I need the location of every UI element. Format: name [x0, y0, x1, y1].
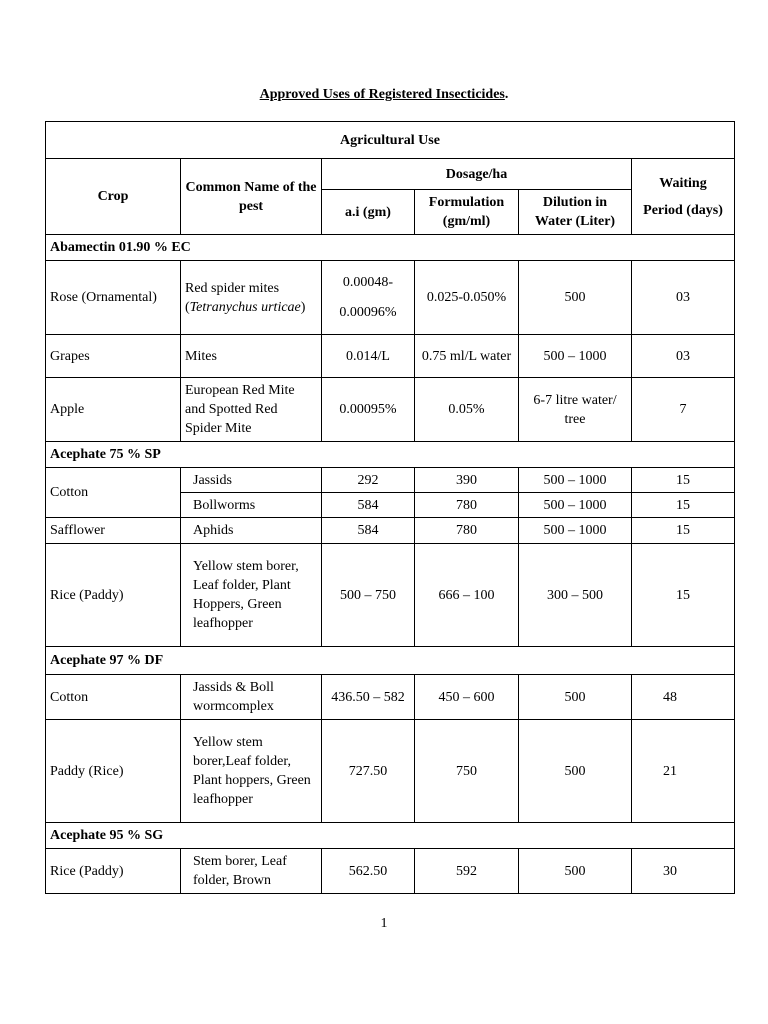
dilution-cell: 500	[519, 675, 632, 720]
pest-cell: Jassids	[181, 468, 322, 493]
header-waiting-line1: Waiting	[659, 175, 707, 191]
crop-cell: Cotton	[46, 468, 181, 518]
ai-cell: 0.00095%	[322, 378, 415, 442]
header-formulation: Formulation (gm/ml)	[415, 190, 519, 235]
pest-cell: European Red Mite and Spotted Red Spider Mite	[181, 378, 322, 442]
page-title-period: .	[504, 87, 509, 102]
waiting-cell: 03	[632, 261, 735, 335]
section-row	[46, 235, 735, 261]
header-pest: Common Name of the pest	[181, 159, 322, 235]
dilution-cell: 500 – 1000	[519, 518, 632, 544]
waiting-cell: 7	[632, 378, 735, 442]
ai-line1: 0.00048-	[342, 274, 394, 290]
section-abamectin: Abamectin 01.90 % EC	[46, 235, 735, 261]
group-header-row	[46, 122, 735, 159]
dilution-cell: 6-7 litre water/ tree	[519, 378, 632, 442]
pest-text: Red spider mites	[185, 280, 280, 296]
waiting-cell: 03	[632, 335, 735, 378]
crop-cell: Grapes	[46, 335, 181, 378]
header-ai: a.i (gm)	[322, 190, 415, 235]
formulation-cell: 750	[415, 720, 519, 823]
table-row	[46, 468, 735, 493]
crop-cell: Rose (Ornamental)	[46, 261, 181, 335]
pest-cell	[181, 261, 322, 335]
dilution-cell: 500 – 1000	[519, 335, 632, 378]
formulation-cell: 450 – 600	[415, 675, 519, 720]
waiting-cell: 15	[632, 493, 735, 518]
ai-cell: 436.50 – 582	[322, 675, 415, 720]
table-row	[46, 518, 735, 544]
ai-cell: 500 – 750	[322, 544, 415, 647]
pest-cell: Yellow stem borer,Leaf folder, Plant hoppers, Green leafhopper	[181, 720, 322, 823]
page-number: 1	[380, 916, 388, 931]
table-row	[46, 335, 735, 378]
table-row	[46, 720, 735, 823]
formulation-cell: 780	[415, 518, 519, 544]
pest-paren-open: (	[185, 299, 190, 315]
pest-paren-close: )	[300, 299, 306, 315]
table-row	[46, 378, 735, 442]
pest-cell: Mites	[181, 335, 322, 378]
page-title	[0, 87, 768, 103]
table-row	[46, 675, 735, 720]
pest-cell: Stem borer, Leaf folder, Brown	[181, 849, 322, 894]
dilution-cell: 500	[519, 261, 632, 335]
dilution-cell: 500	[519, 849, 632, 894]
page-title-text: Approved Uses of Registered Insecticides	[259, 87, 505, 102]
ai-cell	[322, 261, 415, 335]
section-row	[46, 823, 735, 849]
section-row	[46, 442, 735, 468]
waiting-cell: 48	[632, 675, 735, 720]
waiting-cell: 15	[632, 544, 735, 647]
section-row	[46, 647, 735, 675]
section-acephate95: Acephate 95 % SG	[46, 823, 735, 849]
section-acephate97: Acephate 97 % DF	[46, 647, 735, 675]
crop-cell: Rice (Paddy)	[46, 849, 181, 894]
dilution-cell: 300 – 500	[519, 544, 632, 647]
header-crop: Crop	[46, 159, 181, 235]
formulation-cell: 0.025-0.050%	[415, 261, 519, 335]
ai-line2: 0.00096%	[339, 304, 397, 320]
formulation-cell: 0.75 ml/L water	[415, 335, 519, 378]
table-row	[46, 261, 735, 335]
pest-cell: Aphids	[181, 518, 322, 544]
crop-cell: Cotton	[46, 675, 181, 720]
waiting-cell: 30	[632, 849, 735, 894]
dilution-cell: 500	[519, 720, 632, 823]
insecticide-table	[45, 121, 735, 894]
pest-cell: Yellow stem borer, Leaf folder, Plant Hoppers, Green leafhopper	[181, 544, 322, 647]
crop-cell: Rice (Paddy)	[46, 544, 181, 647]
ai-cell: 0.014/L	[322, 335, 415, 378]
formulation-cell: 0.05%	[415, 378, 519, 442]
section-acephate75: Acephate 75 % SP	[46, 442, 735, 468]
waiting-cell: 15	[632, 468, 735, 493]
header-waiting-line2: Period (days)	[643, 202, 723, 218]
header-dilution: Dilution in Water (Liter)	[519, 190, 632, 235]
ai-cell: 292	[322, 468, 415, 493]
waiting-cell: 15	[632, 518, 735, 544]
ai-cell: 584	[322, 493, 415, 518]
pest-scientific-name: Tetranychus urticae	[189, 299, 301, 315]
table-row	[46, 544, 735, 647]
pest-cell: Jassids & Boll wormcomplex	[181, 675, 322, 720]
formulation-cell: 666 – 100	[415, 544, 519, 647]
header-waiting	[632, 159, 735, 235]
header-dosage: Dosage/ha	[322, 159, 632, 190]
pest-cell: Bollworms	[181, 493, 322, 518]
crop-cell: Apple	[46, 378, 181, 442]
formulation-cell: 390	[415, 468, 519, 493]
dilution-cell: 500 – 1000	[519, 493, 632, 518]
formulation-cell: 780	[415, 493, 519, 518]
column-header-row	[46, 159, 735, 190]
waiting-cell: 21	[632, 720, 735, 823]
crop-cell: Safflower	[46, 518, 181, 544]
group-header: Agricultural Use	[46, 122, 735, 159]
formulation-cell: 592	[415, 849, 519, 894]
dilution-cell: 500 – 1000	[519, 468, 632, 493]
crop-cell: Paddy (Rice)	[46, 720, 181, 823]
table-row	[46, 849, 735, 894]
ai-cell: 584	[322, 518, 415, 544]
ai-cell: 727.50	[322, 720, 415, 823]
ai-cell: 562.50	[322, 849, 415, 894]
